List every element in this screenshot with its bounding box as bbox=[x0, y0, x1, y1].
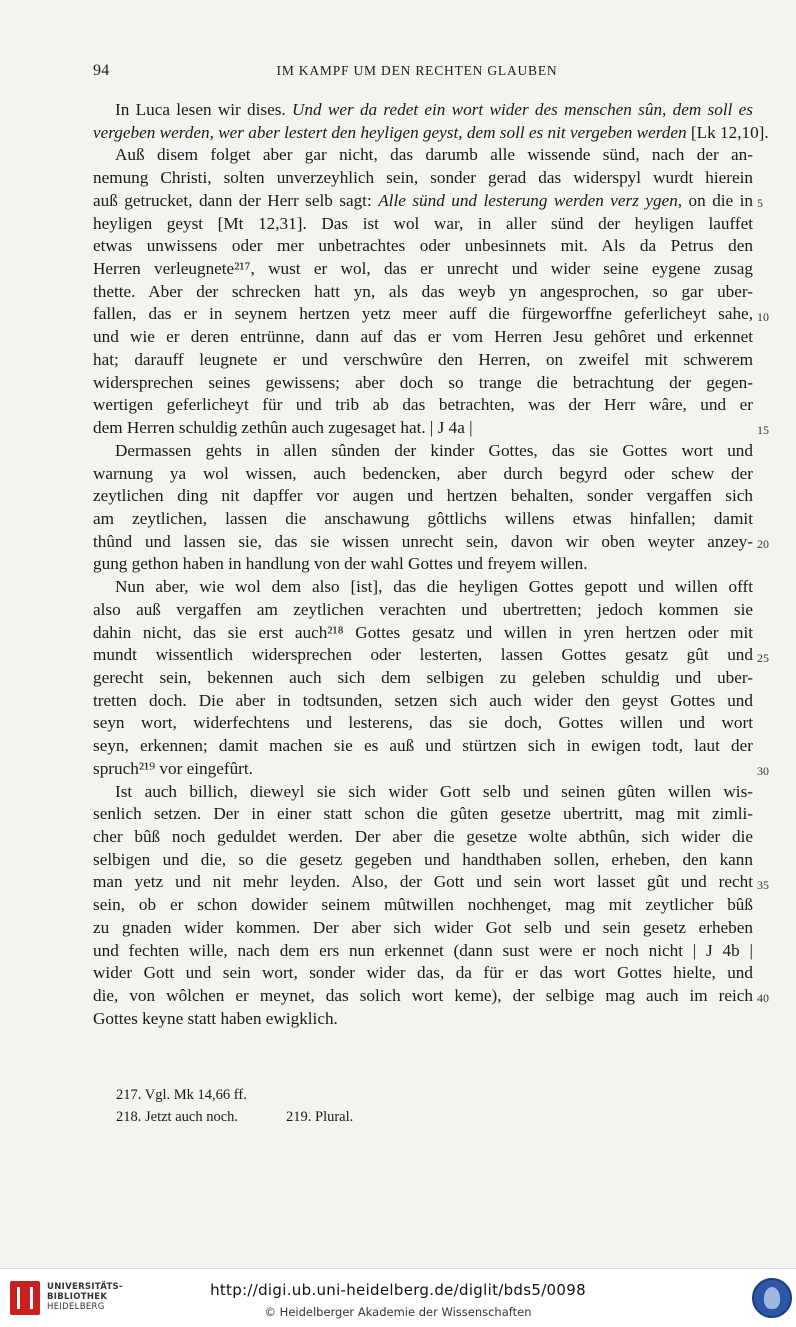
text-line bbox=[93, 372, 753, 395]
text-line bbox=[93, 576, 753, 599]
footnote-row bbox=[116, 1084, 616, 1106]
text-span: die, von wôlchen er meynet, das solich wort keme), der selbige mag auch im reich bbox=[93, 986, 753, 1006]
text-line bbox=[93, 122, 769, 145]
text-span: zu gnaden wider kommen. Der aber sich wider Got selb und sein gesetz erheben bbox=[93, 917, 753, 937]
text-line bbox=[93, 894, 753, 917]
text-span: hat; darauff leugnete er und verschwûre den Herren, on zweifel mit schwerem bbox=[93, 349, 753, 369]
text-line bbox=[93, 781, 753, 804]
line-number: 35 bbox=[757, 877, 769, 892]
text-line bbox=[93, 213, 753, 236]
italic-quote: Alle sünd und lesterung werden verz ygen, bbox=[378, 190, 683, 210]
text-span: thette. Aber der schrecken hatt yn, als das weyb yn angesprochen, so gar uber- bbox=[93, 281, 753, 301]
text-span: selbigen und die, so die gesetz gegeben und handthaben sollen, erheben, den kann bbox=[93, 849, 753, 869]
text-line bbox=[93, 349, 753, 372]
text-line bbox=[93, 463, 753, 486]
text-span: widersprechen seines gewissens; aber doch so trange die betrachtung der gegen- bbox=[93, 372, 753, 392]
text-line bbox=[93, 758, 753, 781]
line-number: 25 bbox=[757, 650, 769, 665]
text-span: spruch²¹⁹ vor eingefûrt. bbox=[93, 758, 253, 778]
text-span: also auß vergaffen am zeytlichen verachten und ubertretten; jedoch kommen sie bbox=[93, 599, 753, 619]
text-span: gung gethon haben in handlung von der wahl Gottes und freyem willen. bbox=[93, 554, 588, 574]
text-line bbox=[93, 622, 753, 645]
text-line bbox=[93, 531, 753, 554]
text-span: Ist auch billich, dieweyl sie sich wider Gott selb und seinen gûten willen wis- bbox=[115, 781, 753, 801]
text-line bbox=[93, 190, 753, 213]
text-line bbox=[93, 553, 753, 576]
page-header bbox=[93, 62, 741, 82]
text-span: fallen, das er in seynem hertzen yetz meer auff die fürgeworffne geferlicheyt sahe, bbox=[93, 304, 753, 324]
running-title: IM KAMPF UM DEN RECHTEN GLAUBEN bbox=[276, 63, 558, 78]
text-span: gerecht sein, bekennen auch sich dem selbigen zu geleben schuldig und uber- bbox=[93, 667, 753, 687]
text-span: [Lk 12,10]. bbox=[686, 122, 769, 142]
text-line bbox=[93, 167, 753, 190]
text-span: Gottes keyne statt haben ewigklich. bbox=[93, 1008, 338, 1028]
text-line bbox=[93, 826, 753, 849]
line-number: 15 bbox=[757, 423, 769, 438]
text-span: und wie er deren entrünne, dann auf das er vom Herren Jesu gehôret und erkennet bbox=[93, 327, 753, 347]
line-number: 5 bbox=[757, 195, 763, 210]
text-span: auß getrucket, dann der Herr selb sagt: bbox=[93, 190, 379, 210]
text-span: seyn wort, widerfechtens und lesterens, das sie doch, Gottes willen und wort bbox=[93, 713, 753, 733]
text-span: nemung Christi, solten unverzeyhlich sein, sonder gerad das widerspyl wurdt hierein bbox=[93, 168, 753, 188]
text-span: In Luca lesen wir dises. bbox=[115, 100, 292, 119]
text-span: mundt wissentlich widersprechen oder lesterten, lassen Gottes gesatz gût und bbox=[93, 645, 753, 665]
text-line bbox=[93, 985, 753, 1008]
text-span: warnung ya wol wissen, auch bedencken, aber durch begyrd oder schew der bbox=[93, 463, 753, 483]
text-line bbox=[93, 940, 753, 963]
text-span: dahin nicht, das sie erst auch²¹⁸ Gottes gesatz und willen in yren hertzen oder mit bbox=[93, 622, 753, 642]
text-span: zeytlichen ding nit dapffer vor augen und hertzen behalten, sonder vergaffen sich bbox=[93, 486, 753, 506]
text-span: Dermassen gehts in allen sûnden der kinder Gottes, das sie Gottes wort und bbox=[115, 440, 753, 460]
text-line bbox=[93, 485, 753, 508]
text-line bbox=[93, 326, 753, 349]
text-span: am zeytlichen, lassen die anschawung gôttlichs willens etwas hinfallen; damit bbox=[93, 508, 753, 528]
text-line bbox=[93, 303, 753, 326]
line-number: 10 bbox=[757, 309, 769, 324]
text-span: Herren verleugnete²¹⁷, wust er wol, das er unrecht und wider seine eygene zusag bbox=[93, 259, 753, 279]
viewer-footer bbox=[0, 1268, 796, 1327]
line-number: 40 bbox=[757, 991, 769, 1006]
italic-quote: vergeben werden, wer aber lestert den heyligen geyst, dem soll es nit vergeben werden bbox=[93, 122, 687, 142]
text-span: cher bûß noch geduldet werden. Der aber die gesetze wolte abthûn, sich wider die bbox=[93, 827, 753, 846]
text-span: und fechten wille, nach dem ers nun erkennet (dann sust were er noch nicht | J 4b | bbox=[93, 940, 753, 960]
permalink-url[interactable]: http://digi.ub.uni-heidelberg.de/diglit/bds5/0098 bbox=[210, 1281, 586, 1299]
text-line bbox=[93, 690, 753, 713]
footnote-219: 219. Plural. bbox=[286, 1109, 354, 1125]
text-line bbox=[93, 99, 753, 122]
text-line bbox=[93, 735, 753, 758]
line-number: 20 bbox=[757, 536, 769, 551]
text-line bbox=[93, 644, 753, 667]
text-line bbox=[93, 440, 753, 463]
text-line bbox=[93, 871, 753, 894]
text-span: etwas unwissens oder mer unbetrachtes oder unbesinnets mit. Als da Petrus den bbox=[93, 236, 753, 256]
text-span: Nun aber, wie wol dem also [ist], das die heyligen Gottes gepott und willen offt bbox=[115, 577, 753, 597]
text-span: wertigen geferlicheyt für und trib ab das betrachten, was der Herr wâre, und er bbox=[93, 395, 753, 415]
footnote-217: 217. Vgl. Mk 14,66 ff. bbox=[116, 1087, 247, 1103]
text-line bbox=[93, 508, 753, 531]
text-line bbox=[93, 417, 753, 440]
text-line bbox=[93, 235, 753, 258]
text-line bbox=[93, 1008, 753, 1031]
footnote-218: 218. Jetzt auch noch. bbox=[116, 1109, 239, 1125]
text-span: sein, ob er schon dowider seinem mûtwillen nochhenget, mag mit zeytlicher bûß bbox=[93, 895, 753, 915]
text-span: wider Gott und sein wort, sonder wider das, da für er das wort Gottes hielte, und bbox=[93, 963, 753, 983]
text-line bbox=[93, 144, 753, 167]
text-line bbox=[93, 962, 753, 985]
text-span: dem Herren schuldig zethûn auch zugesaget hat. | J 4a | bbox=[93, 418, 473, 438]
text-span: man yetz und nit mehr leyden. Also, der Gott und sein wort lasset gût und recht bbox=[93, 872, 753, 892]
copyright-notice: © Heidelberger Akademie der Wissenschaften bbox=[264, 1305, 532, 1319]
text-span: senlich setzen. Der in einer statt schon die gûten gesetze ubertritt, mag mit zimli- bbox=[93, 804, 753, 824]
text-line bbox=[93, 281, 753, 304]
text-line bbox=[93, 599, 753, 622]
text-line bbox=[93, 258, 753, 281]
text-span: thûnd und lassen sie, das sie wissen unrecht sein, davon wir oben weyter anzey- bbox=[93, 531, 753, 551]
italic-quote: Und wer da redet ein wort wider des menschen sûn, dem soll es bbox=[292, 100, 753, 119]
text-line bbox=[93, 917, 753, 940]
text-line bbox=[93, 394, 753, 417]
text-span: on die in bbox=[682, 190, 754, 210]
text-span: seyn, erkennen; damit machen sie es auß und stürtzen sich in ewigen todt, laut der bbox=[93, 736, 753, 756]
text-span: heyligen geyst [Mt 12,31]. Das ist wol war, in aller sünd der heyligen lauffet bbox=[93, 213, 753, 233]
text-span: tretten doch. Die aber in todtsunden, setzen sich auch wider den geyst Gottes und bbox=[93, 690, 753, 710]
line-number: 30 bbox=[757, 764, 769, 779]
text-line bbox=[93, 849, 753, 872]
text-span: Auß disem folget aber gar nicht, das darumb alle wissende sünd, nach der an- bbox=[115, 145, 753, 165]
academy-seal-logo[interactable] bbox=[752, 1278, 792, 1318]
footnotes bbox=[116, 1084, 616, 1128]
text-line bbox=[93, 712, 753, 735]
library-name[interactable]: UNIVERSITÄTS- BIBLIOTHEK HEIDELBERG bbox=[47, 1282, 123, 1312]
page-number: 94 bbox=[93, 62, 110, 79]
footnote-row bbox=[116, 1106, 616, 1128]
text-line bbox=[93, 667, 753, 690]
text-line bbox=[93, 803, 753, 826]
